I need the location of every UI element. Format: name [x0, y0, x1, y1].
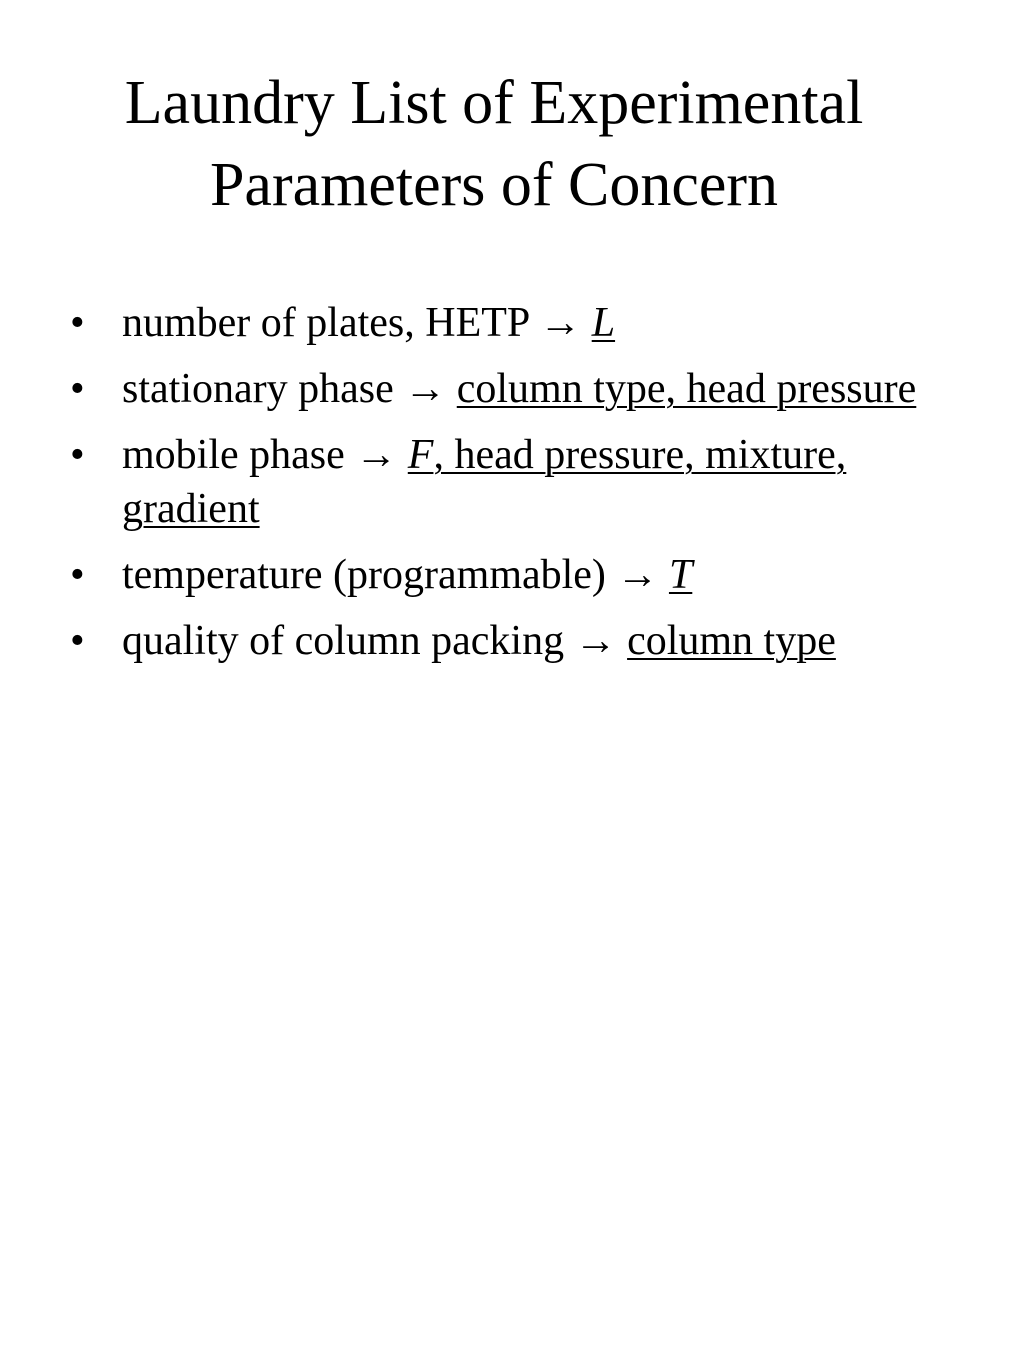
bullet-result: T: [668, 552, 693, 598]
bullet-result: L: [591, 300, 616, 346]
bullet-icon: •: [70, 552, 85, 598]
arrow-icon: →: [616, 552, 659, 598]
bullet-icon: •: [70, 300, 85, 346]
bullet-lead: number of plates, HETP: [122, 300, 540, 346]
bullet-item-temperature: [0, 548, 1024, 602]
bullet-icon: •: [70, 366, 85, 412]
bullet-result-symbol: F: [407, 432, 434, 478]
bullet-item-plates: [0, 296, 1024, 350]
bullet-lead: quality of column packing: [122, 618, 575, 664]
bullet-lead: temperature (programmable): [122, 552, 617, 598]
bullet-lead: mobile phase: [122, 432, 356, 478]
bullet-icon: •: [70, 432, 85, 478]
bullet-item-mobile-phase: [0, 428, 1024, 536]
arrow-icon: →: [539, 300, 582, 346]
bullet-item-stationary-phase: [0, 362, 1024, 416]
slide-title: [40, 62, 948, 226]
bullet-icon: •: [70, 618, 85, 664]
bullet-item-column-packing: [0, 614, 1024, 668]
bullet-result: column type, head pressure: [456, 366, 917, 412]
arrow-icon: →: [404, 366, 447, 412]
slide-title-line-2: Parameters of Concern: [209, 151, 779, 219]
bullet-result: , head pressure, mixture, gradient: [122, 432, 847, 532]
bullet-lead: stationary phase: [122, 366, 405, 412]
bullet-result: column type: [627, 618, 836, 664]
bullet-list: [0, 296, 1024, 680]
arrow-icon: →: [355, 432, 398, 478]
slide-title-line-1: Laundry List of Experimental: [124, 69, 864, 137]
arrow-icon: →: [574, 618, 617, 664]
